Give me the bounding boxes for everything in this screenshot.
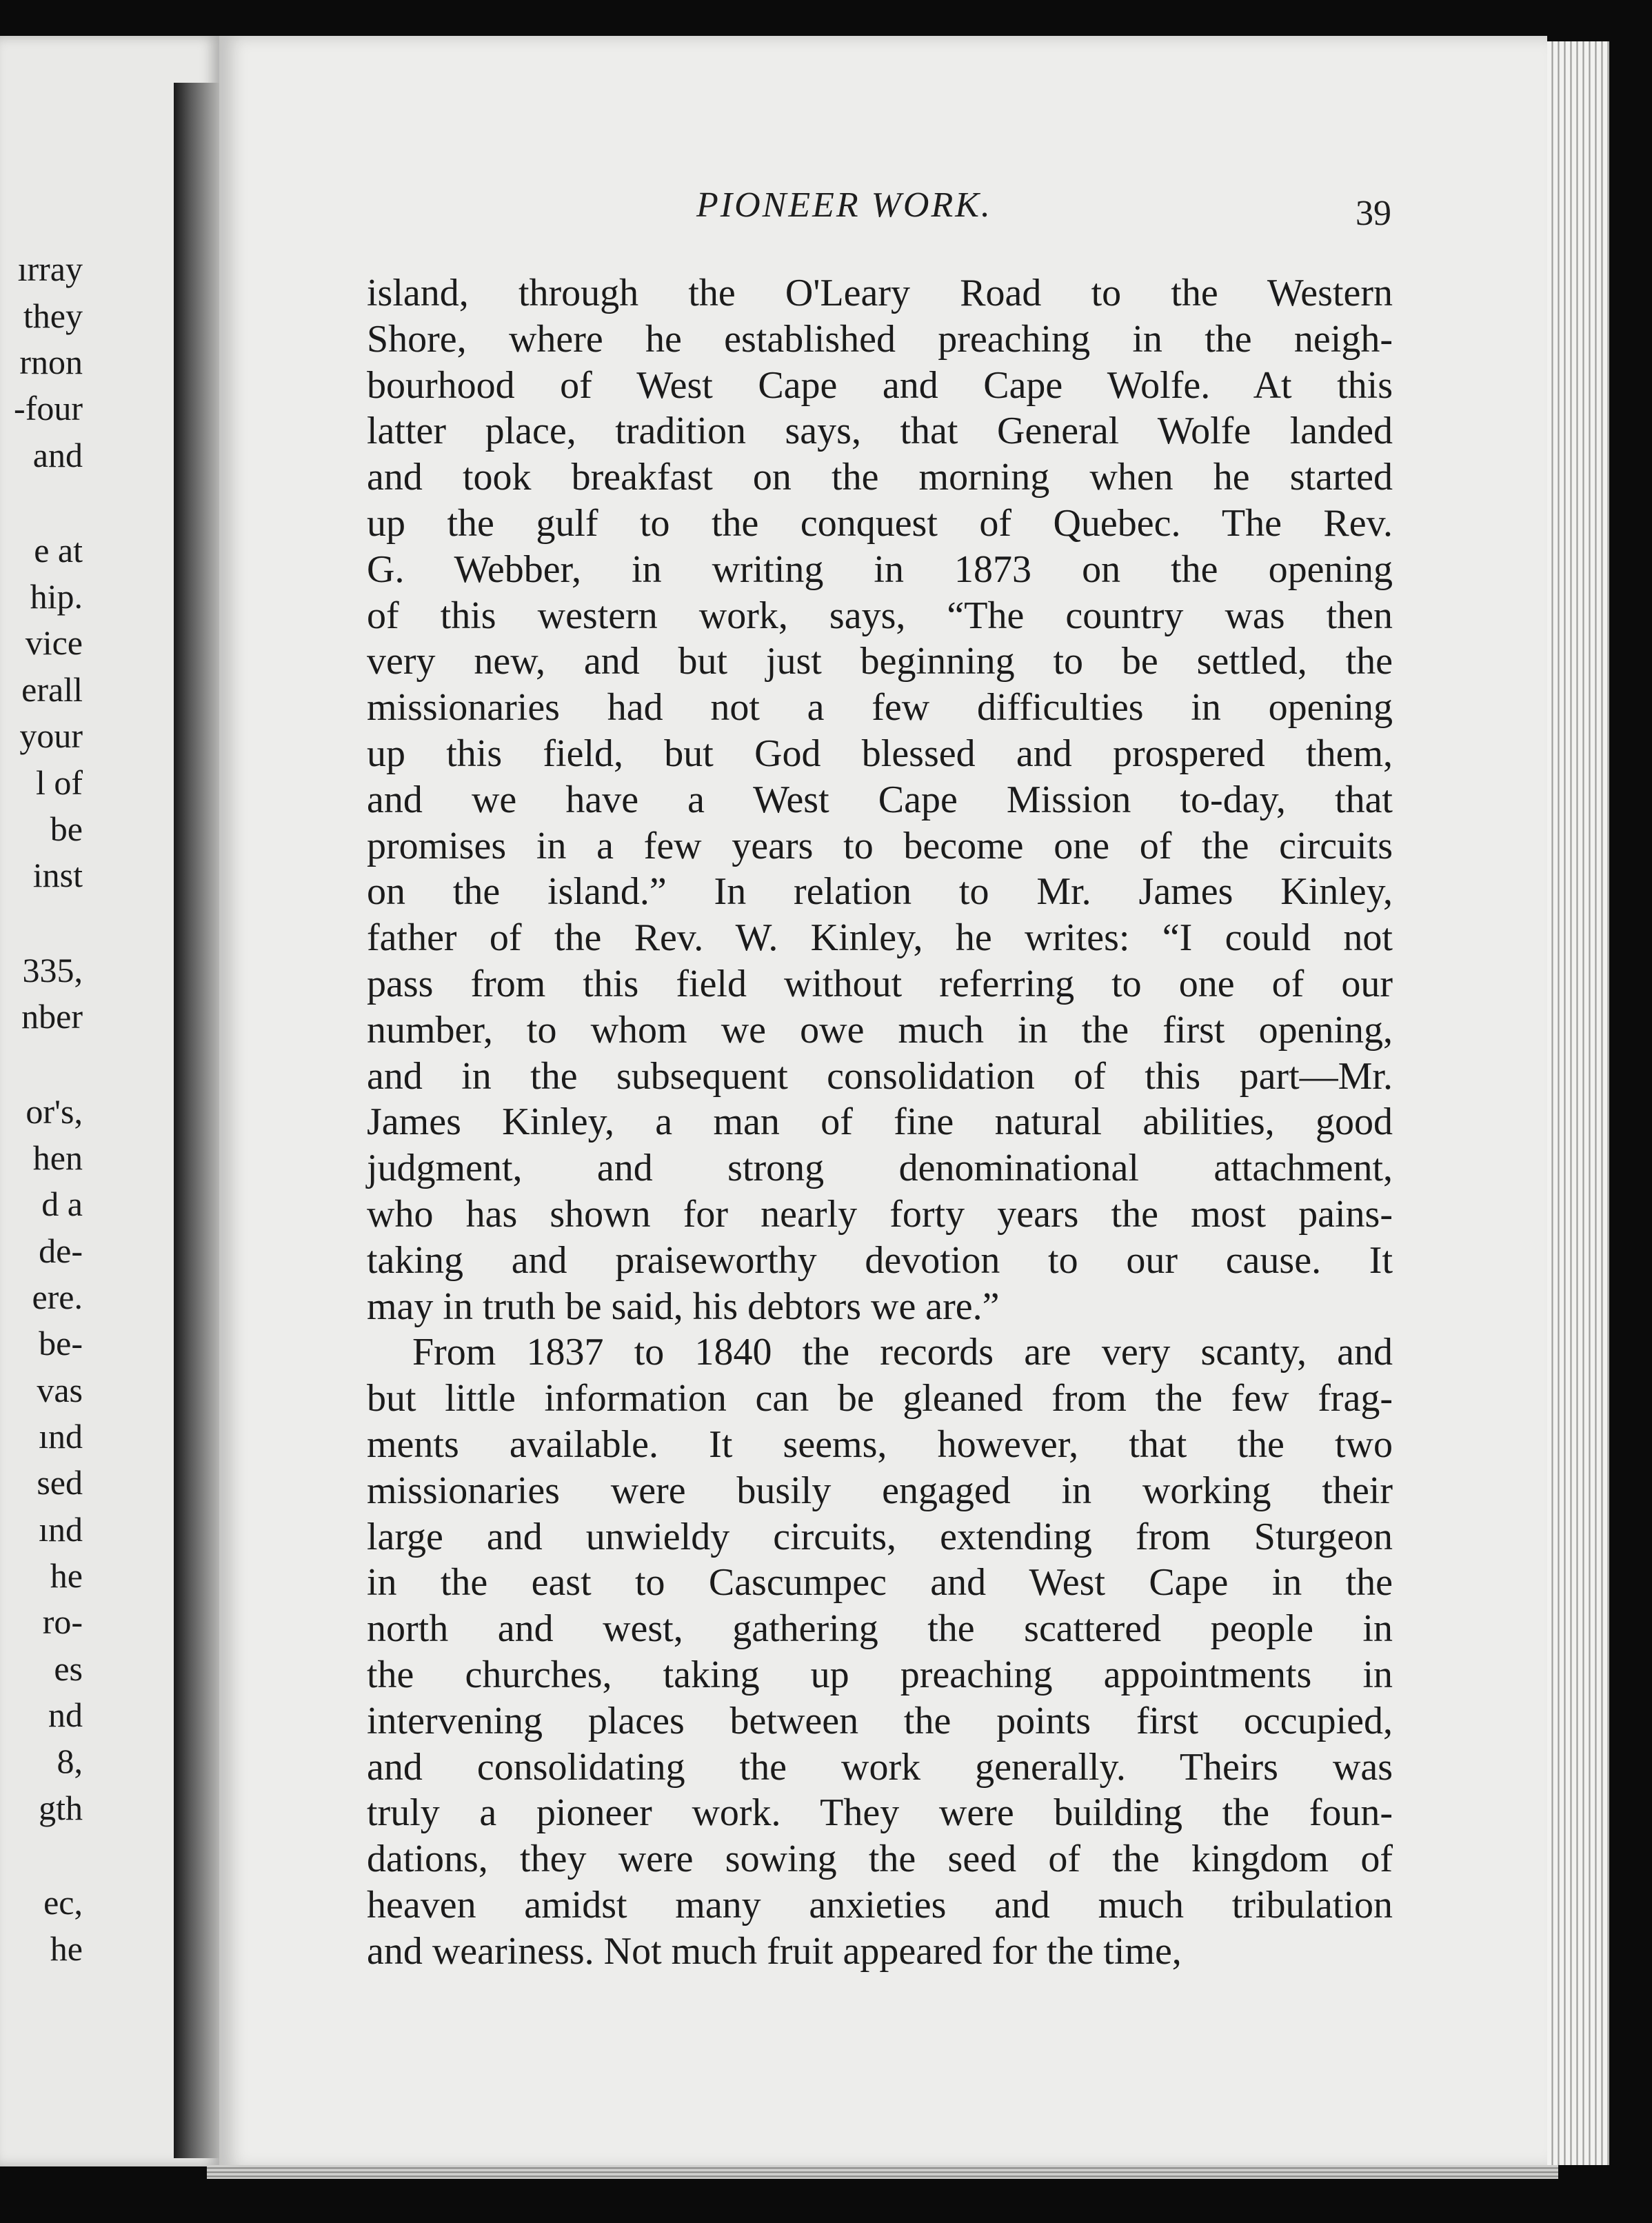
facing-page-fragment: ırray <box>17 250 83 288</box>
facing-page-fragment: rnon <box>19 343 83 381</box>
page-number: 39 <box>1356 194 1391 233</box>
facing-page-fragment: he <box>50 1556 83 1595</box>
facing-page-fragment: be <box>50 809 83 848</box>
facing-page-fragment: 335, <box>22 951 83 989</box>
text-line: and weariness. Not much fruit appeared for the time, <box>367 1929 1182 1973</box>
text-line: pass from this field without referring to one of our <box>367 962 1393 1005</box>
facing-page-fragment: vice <box>25 623 83 662</box>
book-gutter <box>174 83 222 2158</box>
text-line: who has shown for nearly forty years the most pains- <box>367 1192 1393 1236</box>
text-line: number, to whom we owe much in the first opening, <box>367 1008 1393 1052</box>
facing-page-fragment: gth <box>39 1789 83 1827</box>
facing-page-fragment: es <box>54 1649 83 1688</box>
facing-page-fragment: they <box>23 296 83 335</box>
facing-page-fragment: hen <box>32 1138 83 1177</box>
facing-page-fragment: or's, <box>26 1092 83 1131</box>
facing-page-fragment: hip. <box>30 577 83 616</box>
running-head: PIONEER WORK. <box>696 185 992 225</box>
facing-page-fragment: ec, <box>43 1883 83 1922</box>
text-line: large and unwieldy circuits, extending from Sturgeon <box>367 1515 1393 1558</box>
text-line: Shore, where he established preaching in the neigh- <box>367 317 1393 361</box>
text-line: missionaries were busily engaged in working their <box>367 1469 1393 1512</box>
facing-page-fragment: nd <box>48 1696 83 1734</box>
text-line: latter place, tradition says, that General Wolfe landed <box>367 410 1393 453</box>
facing-page-fragment: sed <box>37 1463 83 1502</box>
facing-page-fragment: vas <box>37 1371 83 1409</box>
paragraph-1 <box>367 270 1393 1329</box>
text-line: ments available. It seems, however, that the two <box>367 1422 1393 1466</box>
facing-page-fragment: 8, <box>57 1742 83 1780</box>
facing-page-fragment: and <box>32 436 83 474</box>
text-line: promises in a few years to become one of the circuits <box>367 824 1393 867</box>
text-line: but little information can be gleaned from the few frag- <box>367 1377 1393 1420</box>
text-line: missionaries had not a few difficulties in opening <box>367 686 1393 730</box>
text-line: G. Webber, in writing in 1873 on the opening <box>367 547 1393 591</box>
facing-page-fragment: ınd <box>39 1417 83 1456</box>
facing-page-fragment: ere. <box>32 1278 83 1316</box>
text-line: and consolidating the work generally. Theirs was <box>367 1745 1393 1789</box>
text-line: and took breakfast on the morning when he started <box>367 456 1393 499</box>
text-line: island, through the O'Leary Road to the Western <box>367 272 1393 314</box>
body-text <box>367 270 1393 1974</box>
page-edges-right <box>1547 41 1609 2165</box>
text-line: the churches, taking up preaching appointments in <box>367 1653 1393 1696</box>
facing-page-fragment: nber <box>21 997 83 1036</box>
page-edges-bottom <box>207 2165 1558 2179</box>
text-line: may in truth be said, his debtors we are.” <box>367 1285 1000 1328</box>
text-line: dations, they were sowing the seed of the kingdom of <box>367 1838 1393 1881</box>
facing-page-fragment: de- <box>39 1231 83 1270</box>
facing-page-fragment: ro- <box>42 1602 83 1641</box>
text-line: north and west, gathering the scattered people in <box>367 1607 1393 1651</box>
facing-page-fragment: ınd <box>39 1510 83 1549</box>
text-line: of this western work, says, “The country was then <box>367 594 1393 637</box>
text-line: bourhood of West Cape and Cape Wolfe. At this <box>367 363 1393 407</box>
text-line: truly a pioneer work. They were building the foun- <box>367 1791 1393 1835</box>
text-line: in the east to Cascumpec and West Cape in the <box>367 1561 1393 1605</box>
facing-page-fragment: erall <box>21 670 83 709</box>
facing-page-fragment: -four <box>14 389 83 428</box>
text-line: heaven amidst many anxieties and much tribulation <box>367 1883 1393 1927</box>
text-line: judgment, and strong denominational attachment, <box>367 1147 1393 1190</box>
facing-page-fragment: l of <box>35 763 83 802</box>
facing-page-fragment: be- <box>39 1324 83 1362</box>
paragraph-2 <box>367 1329 1393 1974</box>
facing-page-text-fragments <box>0 36 83 2166</box>
text-line: up the gulf to the conquest of Quebec. The Rev. <box>367 501 1393 545</box>
facing-page-fragment: d a <box>41 1185 83 1223</box>
text-line: taking and praiseworthy devotion to our cause. It <box>367 1238 1393 1282</box>
facing-page-fragment: your <box>19 716 83 755</box>
text-line: James Kinley, a man of fine natural abilities, good <box>367 1100 1393 1144</box>
facing-page-fragment: he <box>50 1929 83 1968</box>
text-line: and in the subsequent consolidation of this part—Mr. <box>367 1054 1393 1098</box>
text-line: From 1837 to 1840 the records are very scanty, and <box>412 1331 1393 1374</box>
text-line: and we have a West Cape Mission to-day, that <box>367 778 1393 821</box>
text-line: on the island.” In relation to Mr. James Kinley, <box>367 870 1393 914</box>
facing-page-fragment: inst <box>32 856 83 894</box>
text-line: intervening places between the points first occupied, <box>367 1699 1393 1742</box>
text-line: up this field, but God blessed and prospered them, <box>367 732 1393 775</box>
text-line: very new, and but just beginning to be settled, the <box>367 640 1393 683</box>
facing-page-fragment: e at <box>34 531 83 570</box>
text-line: father of the Rev. W. Kinley, he writes: “I could not <box>367 916 1393 960</box>
